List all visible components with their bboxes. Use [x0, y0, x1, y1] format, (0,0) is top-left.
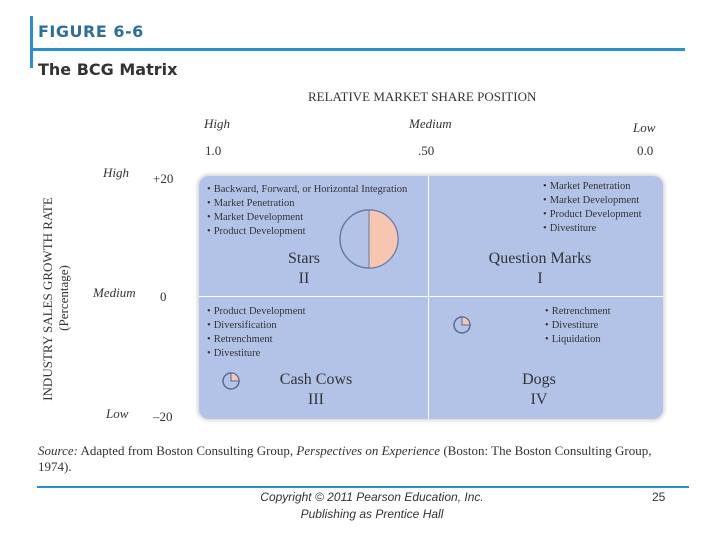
matrix-vertical-divider — [428, 176, 429, 419]
quadrant-name: Question Marks — [488, 250, 592, 267]
y-value-high: +20 — [153, 171, 174, 186]
y-value-medium: 0 — [160, 289, 167, 304]
source-book-title: Perspectives on Experience — [296, 443, 441, 458]
list-item: • Retrenchment — [207, 333, 306, 347]
list-item: • Product Development — [207, 225, 407, 239]
x-value-high: 1.0 — [205, 143, 222, 158]
list-item: • Divestiture — [543, 222, 642, 236]
quadrant-name: Dogs — [522, 371, 556, 388]
list-item: • Diversification — [207, 319, 306, 333]
quadrant-question-marks — [470, 249, 610, 289]
footer-rule — [37, 486, 689, 488]
half-pie-icon — [337, 207, 401, 271]
dogs-strategy-list — [545, 305, 611, 347]
quadrant-cash-cows — [256, 370, 376, 410]
x-level-low: Low — [633, 120, 656, 135]
y-axis-subtitle: (Percentage) — [56, 265, 71, 331]
y-value-low: –20 — [153, 409, 173, 424]
quadrant-dogs — [499, 370, 579, 410]
page-number: 25 — [652, 490, 666, 504]
x-value-medium: .50 — [418, 143, 435, 158]
quadrant-name: Cash Cows — [279, 371, 353, 388]
list-item: • Product Development — [543, 208, 642, 222]
quadrant-name: Stars — [288, 250, 320, 267]
x-level-high: High — [204, 116, 230, 131]
list-item: • Backward, Forward, or Horizontal Integration — [207, 183, 407, 197]
figure-label: FIGURE 6-6 — [38, 22, 144, 41]
y-level-high: High — [103, 165, 129, 180]
quarter-pie-icon — [452, 315, 472, 335]
list-item: • Market Development — [543, 194, 642, 208]
copyright-line: Copyright © 2011 Pearson Education, Inc. — [260, 490, 484, 504]
list-item: • Market Penetration — [543, 180, 642, 194]
list-item: • Divestiture — [207, 347, 306, 361]
accent-bar-left — [30, 16, 33, 68]
y-level-medium: Medium — [93, 285, 136, 300]
matrix-horizontal-divider — [199, 296, 663, 297]
quadrant-numeral: IV — [530, 391, 548, 408]
source-note — [38, 443, 688, 475]
source-text: Adapted from Boston Consulting Group, — [77, 443, 297, 458]
cash-cows-strategy-list — [207, 305, 306, 361]
quadrant-stars — [274, 249, 334, 289]
quarter-pie-icon — [221, 371, 241, 391]
list-item: • Divestiture — [545, 319, 611, 333]
figure-title: The BCG Matrix — [38, 60, 178, 79]
source-text: (Boston: The Boston Consulting Group, 1974). — [38, 443, 652, 474]
question-marks-strategy-list — [543, 180, 642, 236]
x-axis-title: RELATIVE MARKET SHARE POSITION — [308, 89, 537, 104]
list-item: • Product Development — [207, 305, 306, 319]
copyright-notice — [222, 489, 522, 523]
quadrant-numeral: II — [298, 270, 310, 287]
x-value-low: 0.0 — [637, 143, 654, 158]
list-item: • Liquidation — [545, 333, 611, 347]
x-level-medium: Medium — [409, 116, 452, 131]
quadrant-numeral: III — [308, 391, 324, 408]
y-level-low: Low — [106, 406, 129, 421]
list-item: • Market Penetration — [207, 197, 407, 211]
y-axis-title: INDUSTRY SALES GROWTH RATE — [40, 197, 55, 401]
source-label: Source: — [38, 443, 78, 458]
list-item: • Retrenchment — [545, 305, 611, 319]
copyright-line: Publishing as Prentice Hall — [300, 507, 444, 521]
quadrant-numeral: I — [537, 270, 543, 287]
header-rule — [33, 48, 685, 51]
list-item: • Market Development — [207, 211, 407, 225]
